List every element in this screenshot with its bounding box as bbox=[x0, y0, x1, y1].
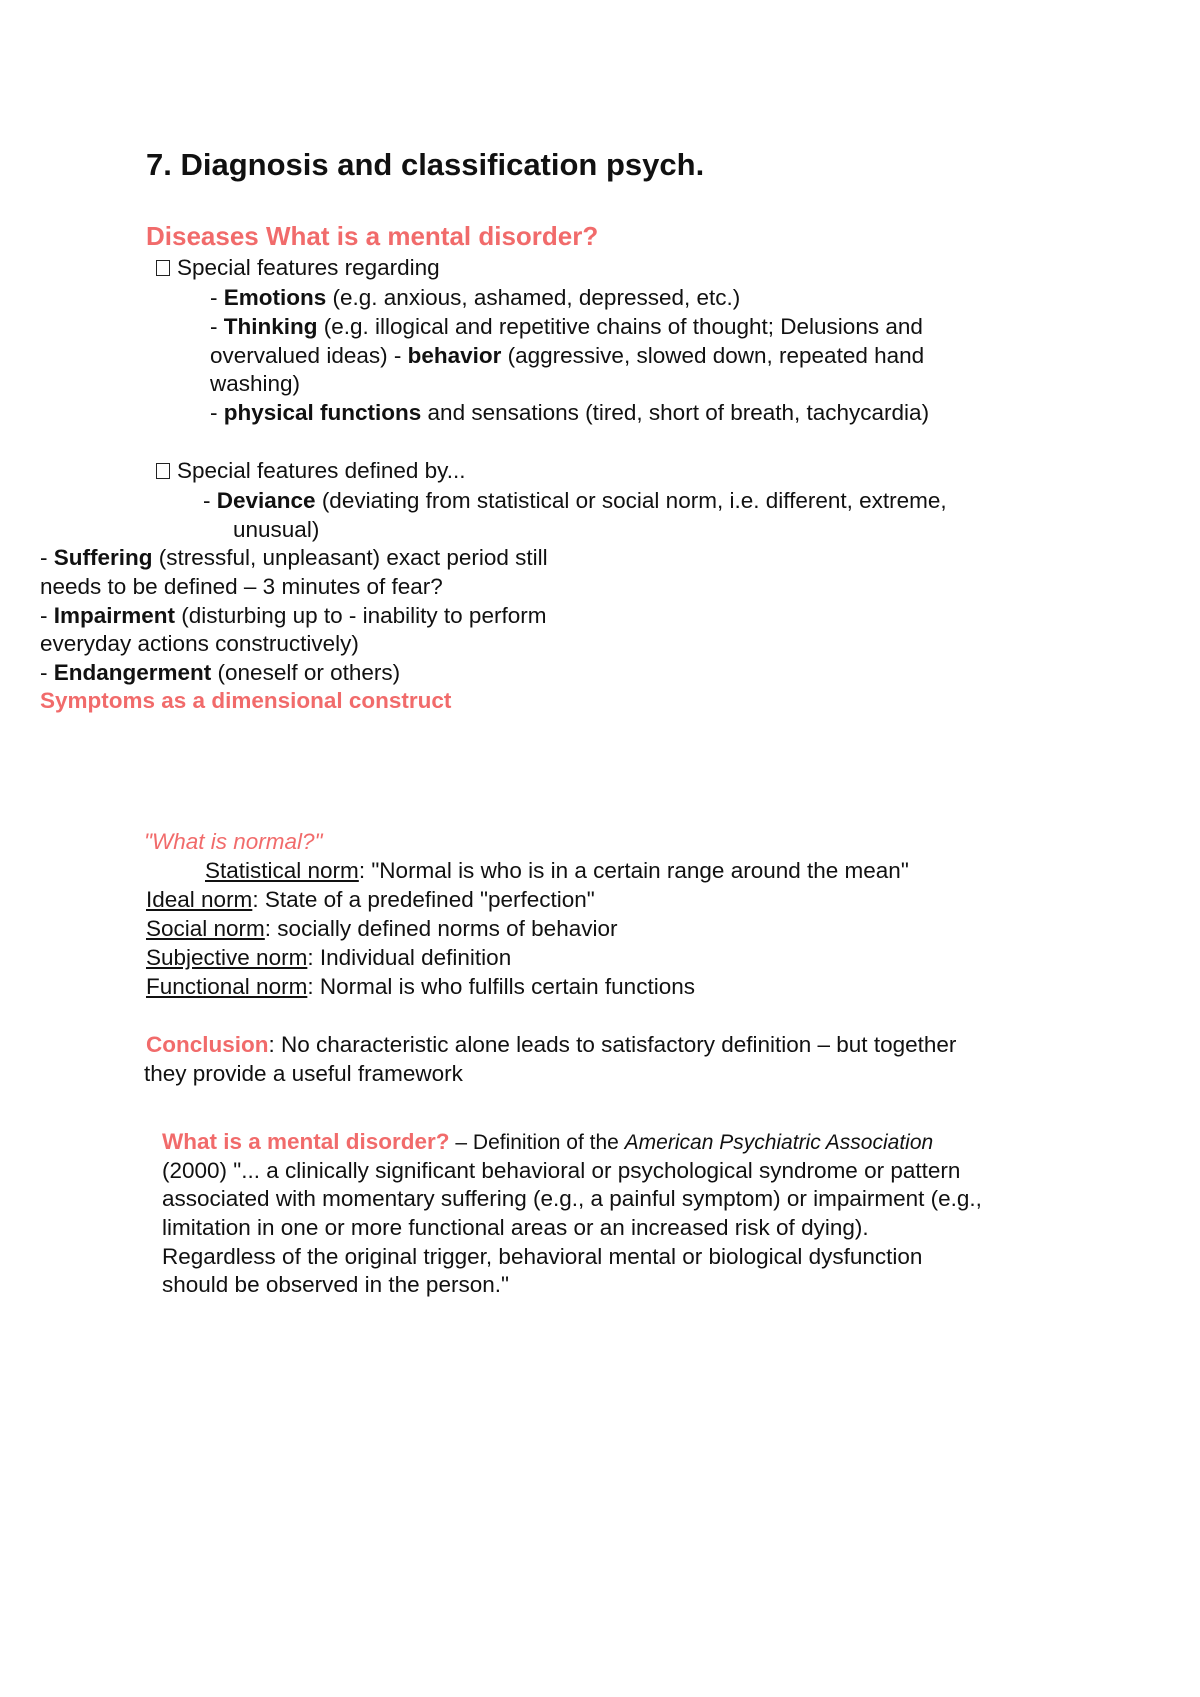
norm-statistical bbox=[205, 856, 909, 885]
term-impairment: Impairment bbox=[53, 603, 176, 628]
apa-definition-heading bbox=[162, 1127, 933, 1157]
text-deviance: (deviating from statistical or social norm, i.e. different, extreme, bbox=[315, 488, 947, 513]
text-impairment: (disturbing up to - inability to perform bbox=[175, 603, 547, 628]
term-subjective-norm: Subjective norm bbox=[146, 945, 308, 970]
item-behavior bbox=[210, 341, 924, 370]
text-endangerment: (oneself or others) bbox=[211, 660, 401, 685]
text-thinking: (e.g. illogical and repetitive chains of thought; Delusions and bbox=[317, 314, 923, 339]
text-subjective-norm: : Individual definition bbox=[307, 945, 512, 970]
item-endangerment: - Endangerment (oneself or others) bbox=[40, 660, 401, 685]
text-emotions: (e.g. anxious, ashamed, depressed, etc.) bbox=[326, 285, 741, 310]
text-behavior-cont: washing) bbox=[210, 371, 301, 396]
item-impairment: - Impairment (disturbing up to - inability to perform bbox=[40, 603, 547, 628]
section-heading-mental-disorder: Diseases What is a mental disorder? bbox=[146, 221, 599, 251]
apa-line-2: (2000) "... a clinically significant behavioral or psychological syndrome or pattern bbox=[162, 1158, 961, 1183]
text-impairment-cont: everyday actions constructively) bbox=[40, 631, 359, 656]
apa-line-3: associated with momentary suffering (e.g., a painful symptom) or impairment (e.g., bbox=[162, 1186, 982, 1211]
conclusion-text: : No characteristic alone leads to satisfactory definition – but together bbox=[268, 1032, 957, 1057]
item-emotions: - Emotions (e.g. anxious, ashamed, depressed, etc.) bbox=[210, 285, 741, 310]
term-statistical-norm: Statistical norm bbox=[205, 858, 359, 883]
term-physical-functions: physical functions bbox=[223, 400, 422, 425]
apa-organization: American Psychiatric Association bbox=[624, 1131, 934, 1154]
norm-social bbox=[146, 914, 617, 943]
conclusion-cont: they provide a useful framework bbox=[144, 1061, 463, 1086]
text-deviance-cont: unusual) bbox=[233, 517, 320, 542]
checkbox-square-icon bbox=[156, 260, 170, 276]
norm-ideal bbox=[146, 885, 595, 914]
text-functional-norm: : Normal is who fulfills certain functions bbox=[307, 974, 695, 999]
term-deviance: Deviance bbox=[216, 488, 316, 513]
apa-line-4: limitation in one or more functional areas or an increased risk of dying). bbox=[162, 1215, 869, 1240]
norm-functional bbox=[146, 972, 695, 1001]
term-behavior: behavior bbox=[407, 343, 502, 368]
bullet-special-features-regarding bbox=[156, 253, 440, 282]
conclusion-paragraph bbox=[146, 1030, 956, 1059]
term-social-norm: Social norm bbox=[146, 916, 265, 941]
term-emotions: Emotions bbox=[223, 285, 327, 310]
text-physical-functions: and sensations (tired, short of breath, tachycardia) bbox=[421, 400, 930, 425]
term-functional-norm: Functional norm bbox=[146, 974, 308, 999]
norm-subjective bbox=[146, 943, 511, 972]
bullet-special-features-defined bbox=[156, 456, 466, 485]
text-statistical-norm: : "Normal is who is in a certain range around the mean" bbox=[358, 858, 909, 883]
text-social-norm: : socially defined norms of behavior bbox=[264, 916, 618, 941]
text-suffering: (stressful, unpleasant) exact period still bbox=[152, 545, 548, 570]
conclusion-label: Conclusion bbox=[146, 1032, 269, 1057]
item-physical-functions: - physical functions and sensations (tired, short of breath, tachycardia) bbox=[210, 400, 930, 425]
apa-line-5: Regardless of the original trigger, behavioral mental or biological dysfunction bbox=[162, 1244, 923, 1269]
checkbox-square-icon bbox=[156, 463, 170, 479]
term-endangerment: Endangerment bbox=[53, 660, 212, 685]
text-suffering-cont: needs to be defined – 3 minutes of fear? bbox=[40, 574, 443, 599]
apa-intro: – Definition of the bbox=[449, 1131, 625, 1154]
symptoms-heading: Symptoms as a dimensional construct bbox=[40, 688, 452, 713]
term-thinking: Thinking bbox=[223, 314, 318, 339]
text-behavior: (aggressive, slowed down, repeated hand bbox=[501, 343, 925, 368]
term-ideal-norm: Ideal norm bbox=[146, 887, 253, 912]
item-thinking: - Thinking (e.g. illogical and repetitive chains of thought; Delusions and bbox=[210, 314, 923, 339]
text-thinking-cont: overvalued ideas) - bbox=[210, 343, 408, 368]
bullet-label: Special features regarding bbox=[177, 255, 440, 280]
item-suffering: - Suffering (stressful, unpleasant) exact period still bbox=[40, 545, 548, 570]
apa-label: What is a mental disorder? bbox=[162, 1129, 450, 1154]
what-is-normal-question: "What is normal?" bbox=[144, 829, 323, 854]
text-ideal-norm: : State of a predefined "perfection" bbox=[252, 887, 595, 912]
page-title: 7. Diagnosis and classification psych. bbox=[146, 147, 705, 182]
apa-line-6: should be observed in the person." bbox=[162, 1272, 509, 1297]
item-deviance: - Deviance (deviating from statistical or social norm, i.e. different, extreme, bbox=[203, 488, 947, 513]
bullet-label: Special features defined by... bbox=[177, 458, 466, 483]
term-suffering: Suffering bbox=[53, 545, 153, 570]
